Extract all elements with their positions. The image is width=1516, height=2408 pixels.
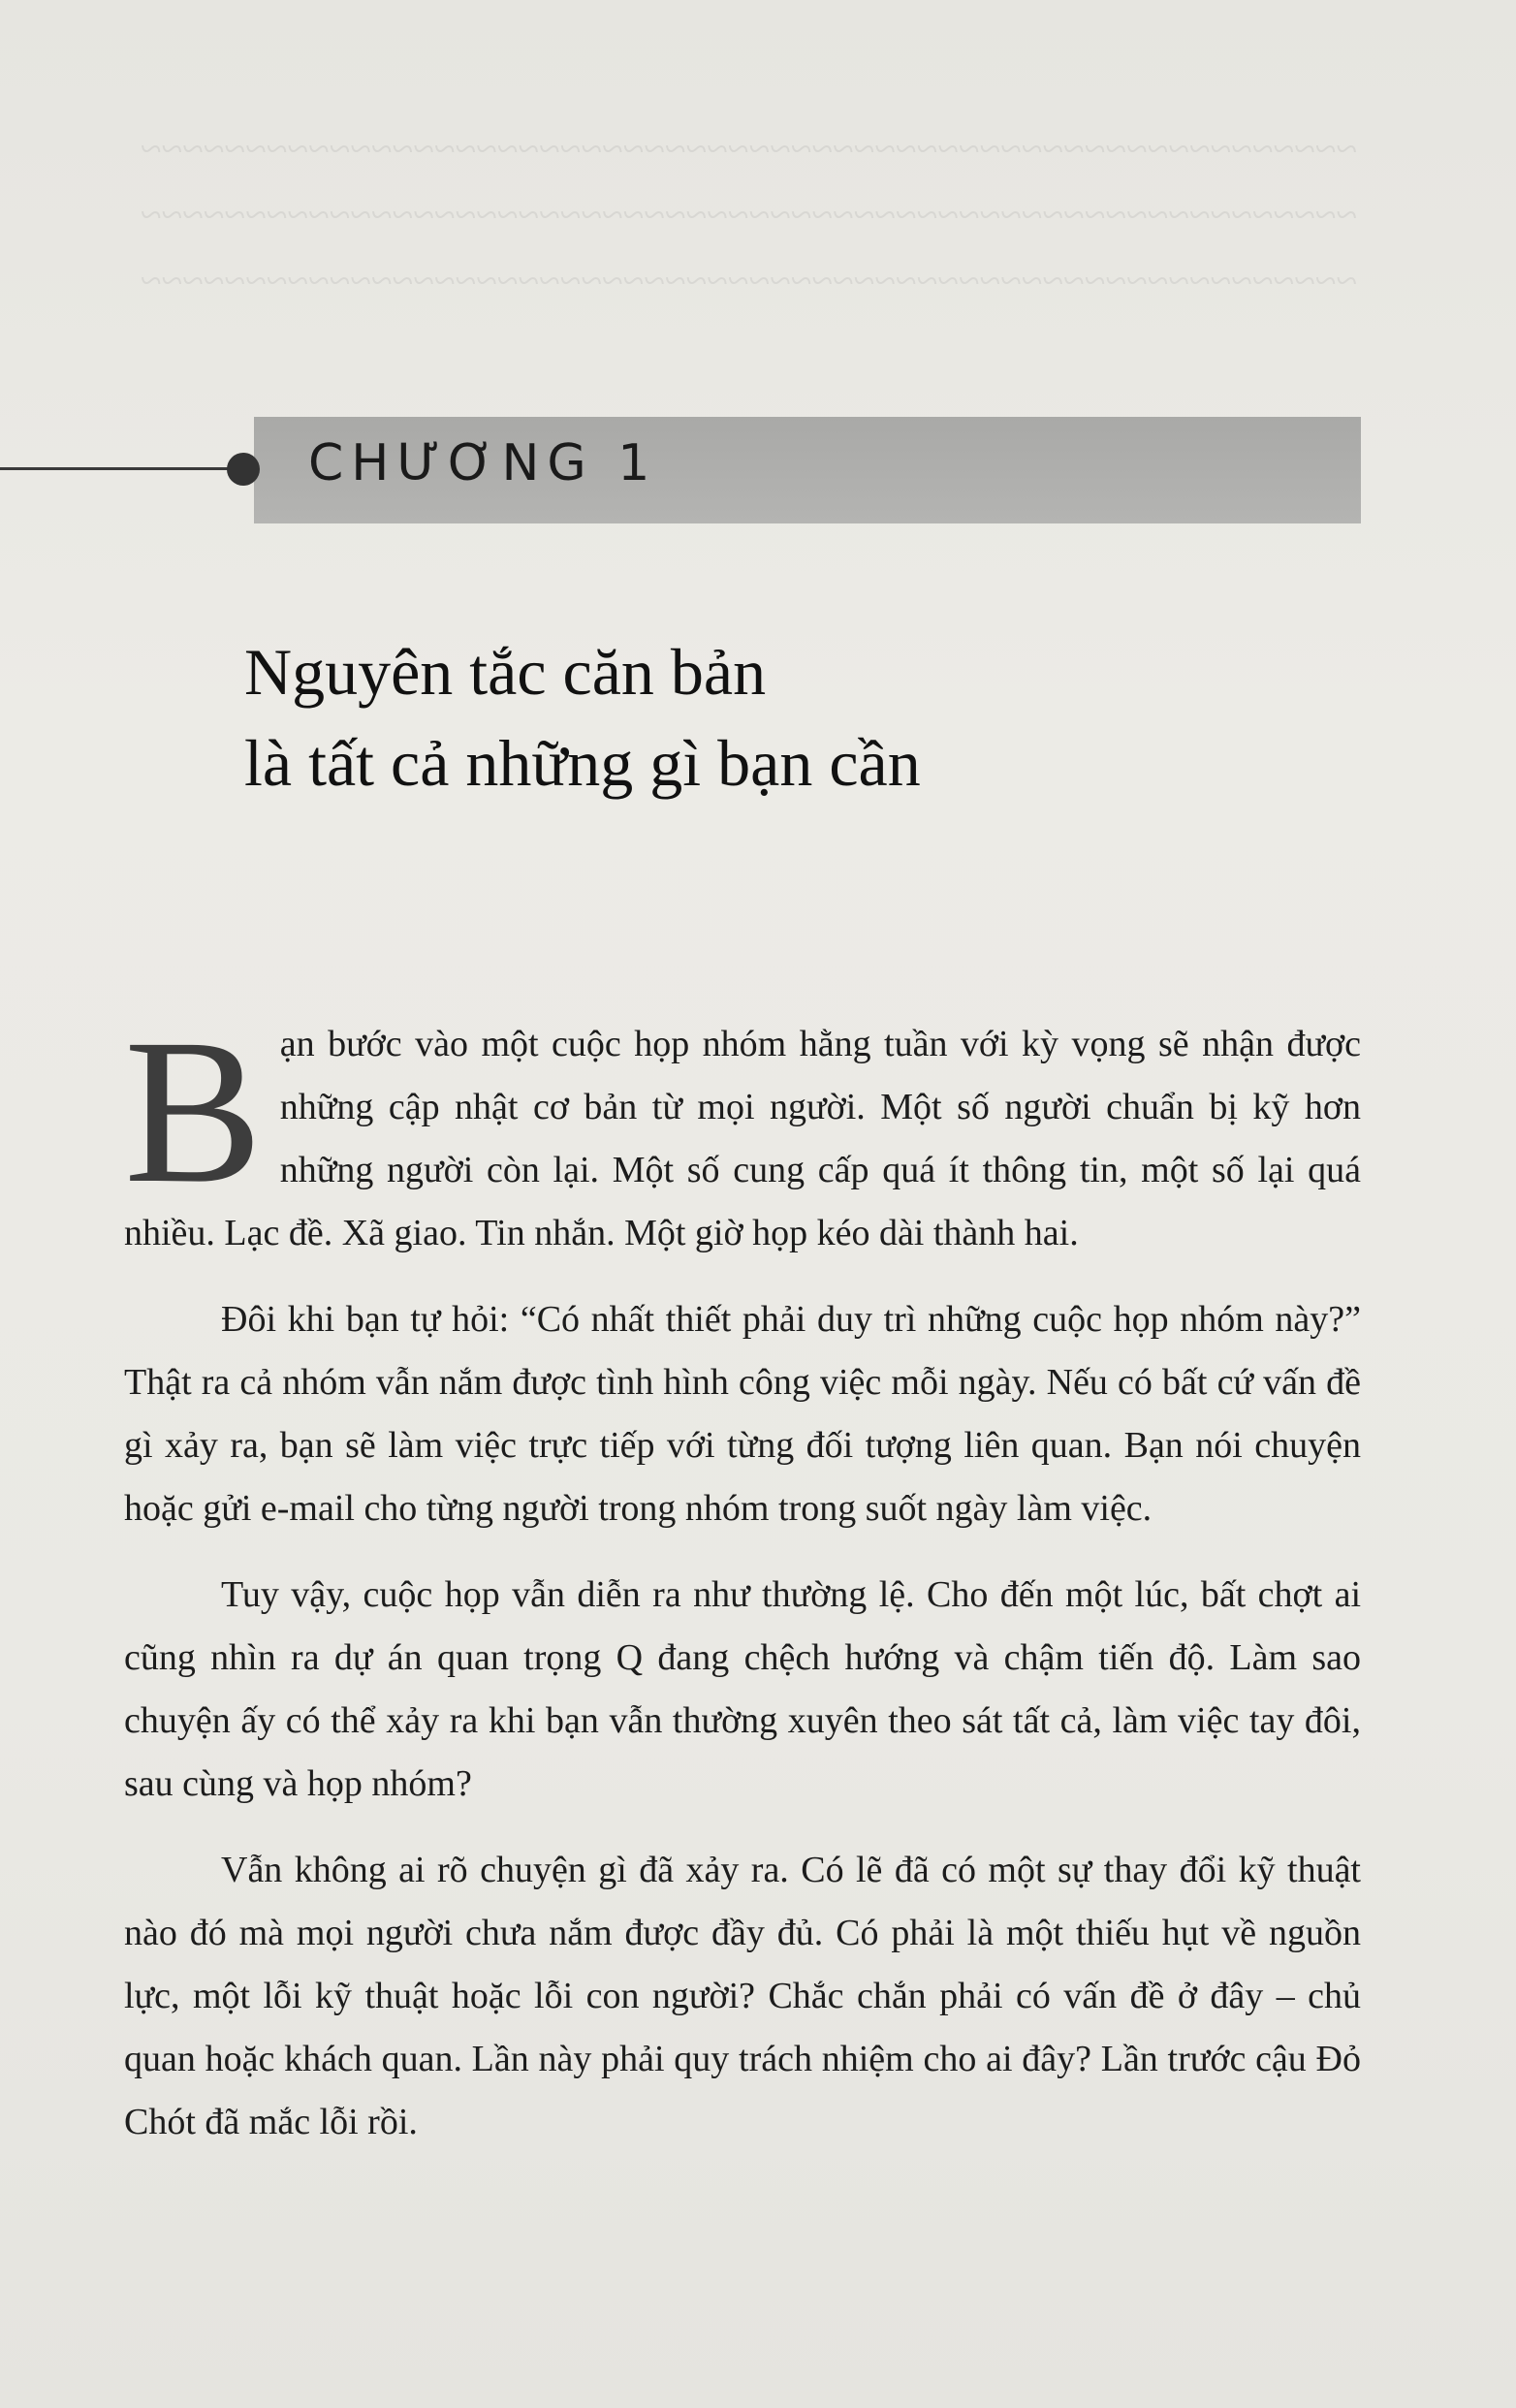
body-text [124, 997, 1361, 2154]
chapter-rule-line [0, 467, 240, 470]
drop-cap: B [124, 997, 263, 1226]
paragraph-1-text: ạn bước vào một cuộc họp nhóm hằng tuần với kỳ vọng sẽ nhận được những cập nhật cơ bản từ mọi người. Một số người chuẩn bị kỹ hơn những người còn lại. Một số cung cấp quá ít thông tin, một số lại quá nhiều. Lạc đề. Xã giao. Tin nhắn. Một giờ họp kéo dài thành hai. [124, 1024, 1361, 1253]
chapter-title [244, 626, 1311, 808]
paragraph-4: Vẫn không ai rõ chuyện gì đã xảy ra. Có lẽ đã có một sự thay đổi kỹ thuật nào đó mà mọi người chưa nắm được đầy đủ. Có phải là một thiếu hụt về nguồn lực, một lỗi kỹ thuật hoặc lỗi con người? Chắc chắn phải có vấn đề ở đây – chủ quan hoặc khách quan. Lần này phải quy trách nhiệm cho ai đây? Lần trước cậu Đỏ Chót đã mắc lỗi rồi. [124, 1850, 1361, 2142]
chapter-label: CHƯƠNG 1 [308, 434, 658, 492]
chapter-title-line-2: là tất cả những gì bạn cần [244, 725, 921, 800]
chapter-title-line-1: Nguyên tắc căn bản [244, 634, 767, 709]
chapter-bullet-dot [227, 453, 260, 486]
paragraph-2: Đôi khi bạn tự hỏi: “Có nhất thiết phải duy trì những cuộc họp nhóm này?” Thật ra cả nhóm vẫn nắm được tình hình công việc mỗi ngày. Nếu có bất cứ vấn đề gì xảy ra, bạn sẽ làm việc trực tiếp với từng đối tượng liên quan. Bạn nói chuyện hoặc gửi e-mail cho từng người trong nhóm trong suốt ngày làm việc. [124, 1299, 1361, 1529]
paragraph-3: Tuy vậy, cuộc họp vẫn diễn ra như thường lệ. Cho đến một lúc, bất chợt ai cũng nhìn ra dự án quan trọng Q đang chệch hướng và chậm tiến độ. Làm sao chuyện ấy có thể xảy ra khi bạn vẫn thường xuyên theo sát tất cả, làm việc tay đôi, sau cùng và họp nhóm? [124, 1574, 1361, 1804]
paragraph-1 [124, 997, 1361, 1265]
bleed-through-texture: ~~~~~~~~~~~~~~~~~~~~~~~~~~~~~~~~~~~~~~~~~~~~~~~~~~~~~~~~~~ ~~~~~~~~~~~~~~~~~~~~~~~~~~~~~~~~~~~~~~~~~~~~~~~~~~~~~~~~~~ ~~~~~~~~~~~~~~~~~~~~~~~~~~~~~~~~~~~~~~~~~~~~~~~~~~~~~~~~~~ [140, 127, 1357, 302]
